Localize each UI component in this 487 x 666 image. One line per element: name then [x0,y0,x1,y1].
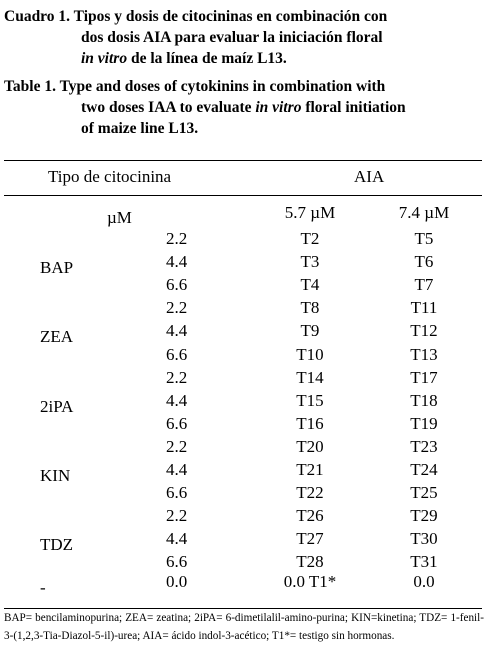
cytokinin-name: BAP [40,258,74,278]
treatment-aia-5-7: T22 [296,483,324,503]
treatment-aia-7-4: T23 [410,436,438,456]
title-en-line3: of maize line L13. [81,120,199,137]
aia-level-7-4: 7.4 µM [398,203,450,222]
concentration-cell: 2.2 [166,367,188,387]
treatment-aia-7-4: T7 [414,275,434,295]
treatment-aia-7-4: T30 [410,529,438,549]
concentration-cell: 4.4 [166,460,188,479]
concentration-cell: 6.6 [166,413,188,433]
cytokinin-name: 2iPA [40,396,74,416]
title-en-line2-end: floral initiation [301,99,406,116]
concentration-cell: 2.2 [166,506,188,526]
treatment-aia-7-4: T19 [410,413,438,433]
title-en-line2-start: two doses IAA to evaluate [81,99,256,116]
title-spanish [4,6,484,69]
treatment-aia-5-7: T14 [296,367,324,387]
title-es-label: Cuadro 1. [4,8,71,25]
treatment-aia-5-7: T27 [296,529,324,549]
concentration-cell: 6.6 [166,275,188,295]
treatment-aia-7-4: T18 [410,390,438,410]
treatment-aia-5-7: T2 [300,229,320,248]
concentration-cell: 4.4 [166,390,188,410]
title-es-line2: dos dosis AIA para evaluar la iniciación floral [81,29,383,46]
cytokinin-name: KIN [40,466,71,485]
treatment-aia-5-7: T16 [296,413,324,433]
treatment-aia-7-4: T13 [410,344,438,364]
control-name: - [40,577,46,597]
header-rule [4,195,482,196]
treatment-aia-5-7: T3 [300,252,320,272]
concentration-cell: 4.4 [166,529,188,549]
title-es-italic: in vitro [81,50,128,67]
title-english [4,76,484,139]
treatment-aia-7-4: T24 [410,460,438,479]
treatment-aia-7-4: T31 [410,552,438,572]
treatment-aia-7-4: T17 [410,367,438,387]
treatment-aia-7-4: T29 [410,506,438,526]
concentration-cell: 6.6 [166,552,188,572]
header-aia: AIA [354,167,385,186]
treatment-aia-7-4: T12 [410,321,438,341]
concentration-cell: 4.4 [166,252,188,272]
treatment-aia-5-7: T8 [300,298,320,318]
treatment-aia-5-7: T20 [296,436,324,456]
treatment-aia-7-4: T25 [410,483,438,503]
treatment-aia-7-4: T5 [414,229,434,248]
concentration-cell: 2.2 [166,436,188,456]
title-en-italic: in vitro [255,99,302,116]
concentration-cell: 2.2 [166,229,188,248]
concentration-cell: 6.6 [166,483,188,503]
treatment-aia-5-7: T21 [296,460,324,479]
control-aia-5-7: 0.0 T1* [283,571,337,591]
treatment-aia-7-4: T6 [414,252,434,272]
treatment-aia-5-7: T4 [300,275,320,295]
table-top-rule [4,160,482,161]
header-tipo-citocinina: Tipo de citocinina [48,167,172,186]
treatment-aia-5-7: T9 [300,321,320,341]
unit-label: µM [107,208,132,227]
title-es-line1: Tipos y dosis de citocininas en combinación con [73,8,388,25]
treatment-aia-5-7: T28 [296,552,324,572]
treatment-aia-5-7: T10 [296,344,324,364]
title-es-line3: de la línea de maíz L13. [127,50,287,67]
control-concentration: 0.0 [166,571,188,591]
title-en-label: Table 1. [4,78,56,95]
treatment-aia-7-4: T11 [410,298,438,318]
title-en-line1: Type and doses of cytokinins in combination with [59,78,386,95]
aia-level-5-7: 5.7 µM [284,203,336,222]
control-aia-7-4: 0.0 [413,571,435,591]
treatment-aia-5-7: T26 [296,506,324,526]
treatment-aia-5-7: T15 [296,390,324,410]
cytokinin-name: ZEA [40,327,74,347]
concentration-cell: 4.4 [166,321,188,341]
concentration-cell: 6.6 [166,344,188,364]
table-footnote: BAP= bencilaminopurina; ZEA= zeatina; 2iPA= 6-dimetilalil-amino-purina; KIN=kinetina; TDZ= 1-fenil-3-(1,2,3-Tia-Diazol-5-il)-urea; AIA= ácido indol-3-acético; T1*= testigo sin hormonas. [4,612,484,642]
cytokinin-name: TDZ [40,535,74,555]
concentration-cell: 2.2 [166,298,188,318]
